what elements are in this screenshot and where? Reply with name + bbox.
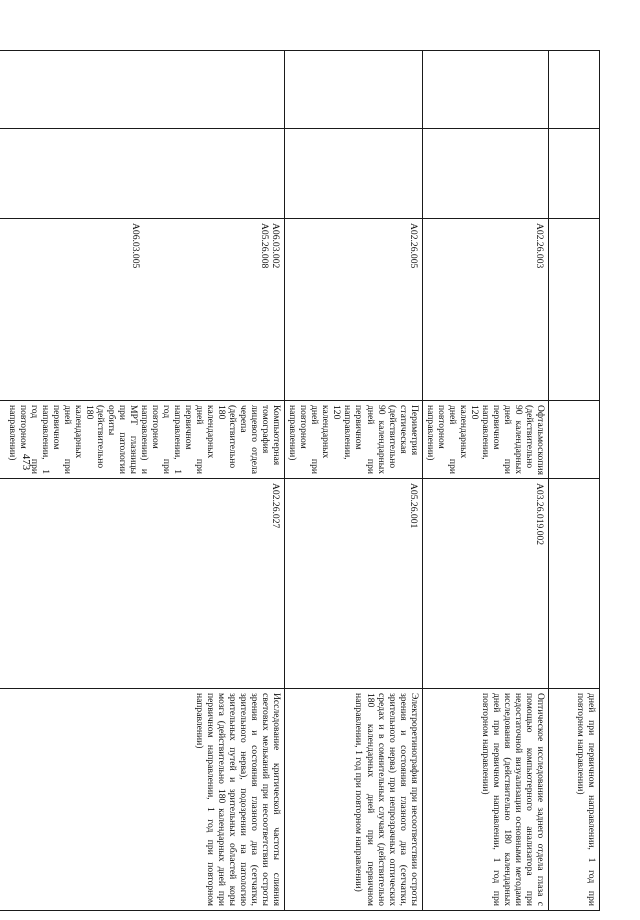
empty-cell [0, 129, 285, 219]
empty-cell [422, 129, 548, 219]
table-row [0, 51, 285, 911]
service-code: A06.03.002 [270, 223, 282, 269]
empty-cell [549, 401, 600, 479]
result-code: A02.26.027 [0, 479, 285, 689]
service-name-cell [0, 401, 285, 479]
result-code: A03.26.019.002 [422, 479, 548, 689]
service-code: A05.26.008 [259, 223, 271, 269]
table-row [422, 51, 548, 911]
empty-cell [0, 51, 285, 129]
page-number: 473 [20, 453, 32, 471]
empty-cell [549, 479, 600, 689]
service-name: Офтальмоскопия (действительно 90 календарных дней при первичном направлении, 120 календарных дней при повторном направлении) [422, 401, 548, 479]
service-code-cell [0, 219, 285, 401]
service-code: A02.26.003 [422, 219, 548, 401]
empty-cell [285, 51, 422, 129]
result-text: Электроретинография при несоответствии остроты зрения и состояния глазного дна (сетчатки, зрительного нерва) при непрозрачных оптических средах и в сомнительных случаях (действительно 180 календарных дней при первичном направлении, 1 год при повторном направлении) [285, 689, 422, 911]
result-text: Исследование критической частоты слияния световых мельканий при несоответствии остроты зрения и состояния глазного дна (сетчатки, зрительного нерва), подозрении на патологию зрительных путей и зрительных областей коры мозга (действительно 180 календарных дней при первичном направлении, 1 год при повторном направлении) [0, 689, 285, 911]
empty-cell [549, 219, 600, 401]
table-row [549, 51, 600, 911]
empty-cell [422, 51, 548, 129]
service-code: A02.26.005 [285, 219, 422, 401]
examination-table [0, 50, 600, 911]
result-text: Оптическое исследование заднего отдела глаза с помощью компьютерного анализатора при недостаточной визуализации основными методами исследования (действительно 180 календарных дней при первичном направлении, 1 год при повторном направлении) [422, 689, 548, 911]
empty-cell [549, 51, 600, 129]
empty-cell [285, 129, 422, 219]
service-name: Периметрия статическая (действительно 90 календарных дней при первичном направлении, 120 календарных дней при повторном направлении) [285, 401, 422, 479]
service-code: A06.03.005 [130, 223, 142, 269]
result-text: дней при первичном направлении, 1 год при повторном направлении) [549, 689, 600, 911]
or-text [0, 405, 1, 474]
empty-cell [549, 129, 600, 219]
result-code: A05.26.001 [285, 479, 422, 689]
table-row [285, 51, 422, 911]
service-name: Компьютерная томография лицевого отдела черепа (действительно 180 календарных дней при первичном направлении, 1 год при повторном направлении) и МРТ глазницы при патологии орбиты (действительно 180 календарных дней при первичном направлении, 1 год при повторном направлении) [6, 405, 283, 474]
